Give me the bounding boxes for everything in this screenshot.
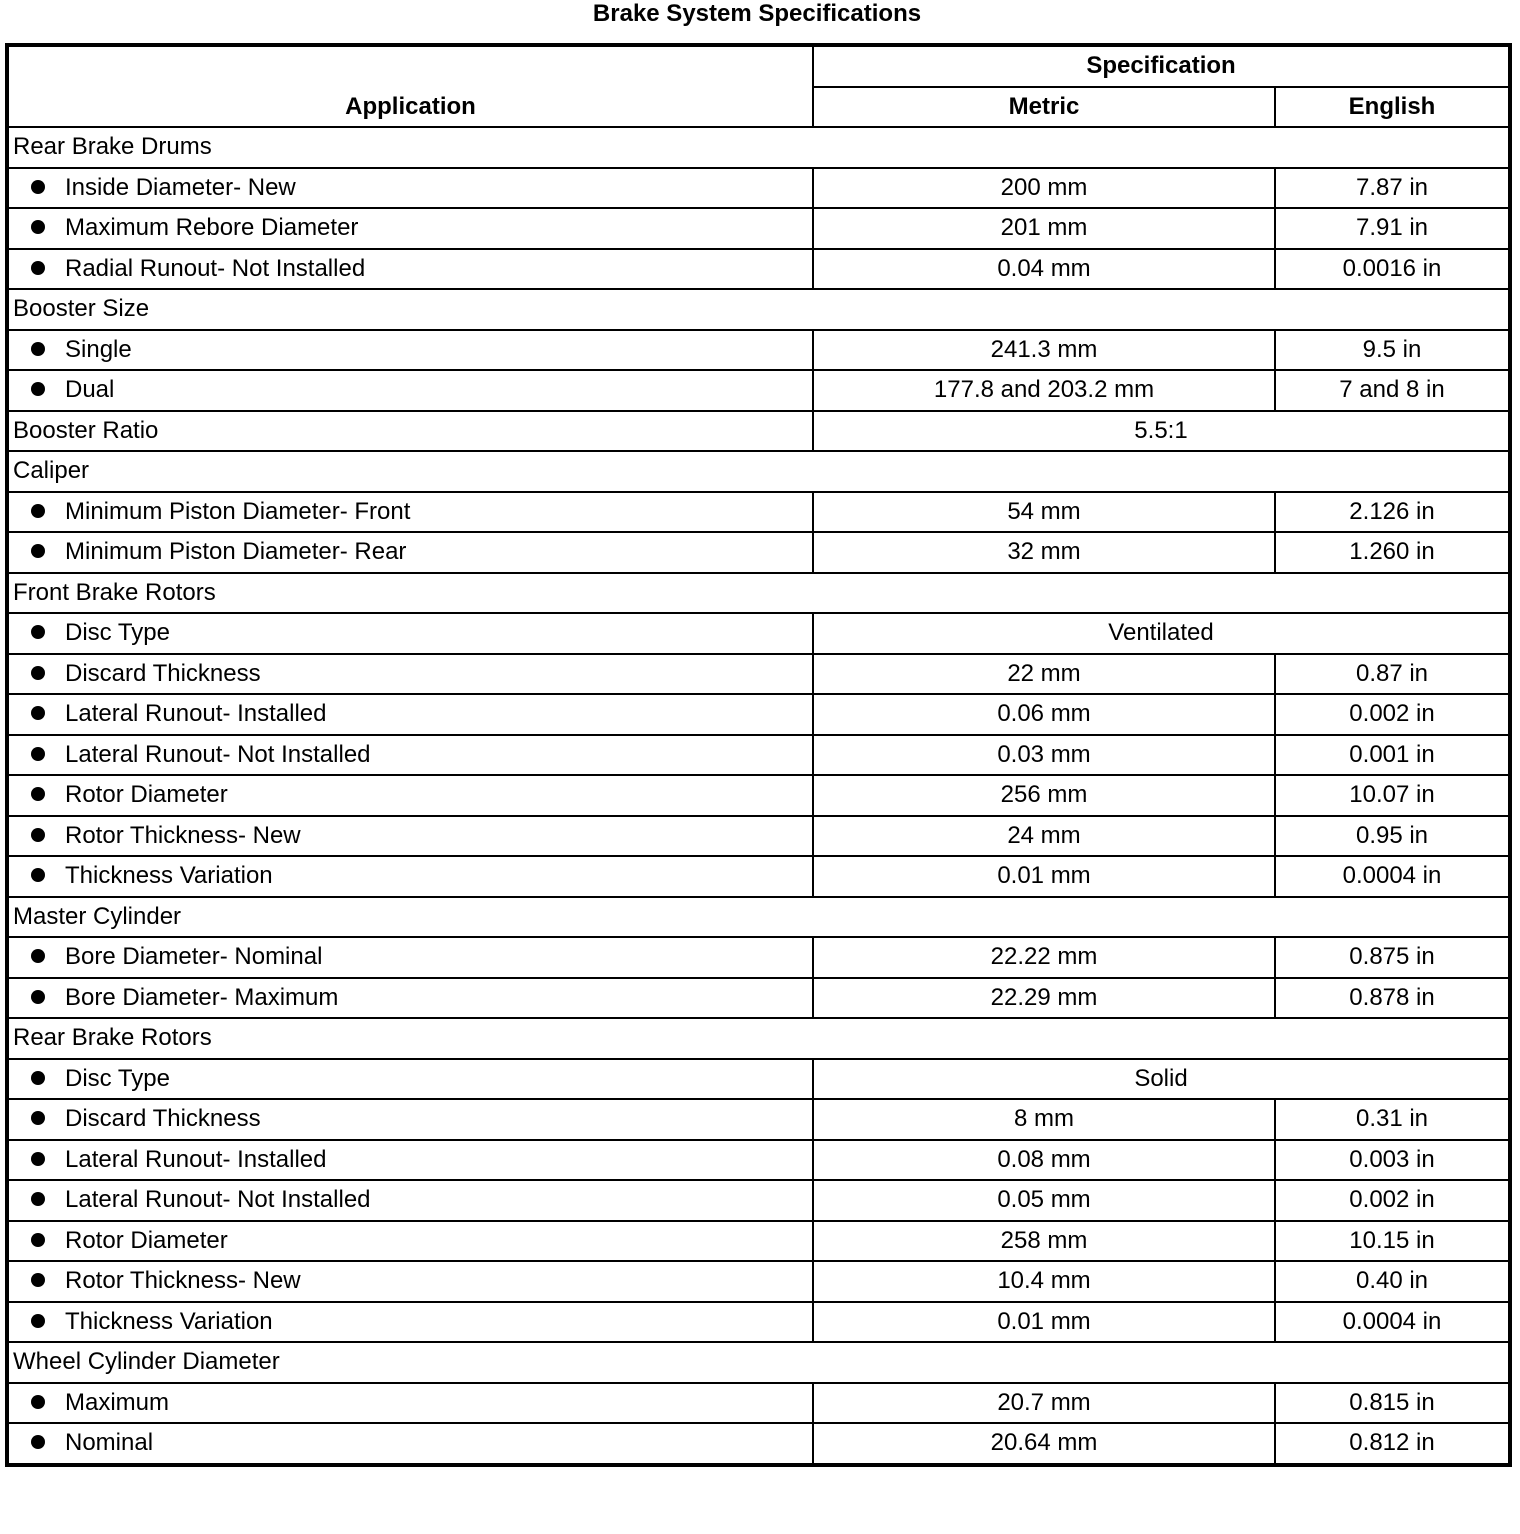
item-english: 0.875 in (1275, 937, 1510, 978)
table-row (7, 1383, 1510, 1424)
table-row (7, 249, 1510, 290)
item-cell (7, 208, 813, 249)
item-cell (7, 1059, 813, 1100)
table-body (7, 127, 1510, 1465)
item-label: Rotor Thickness- New (65, 821, 301, 849)
bullet-icon (31, 706, 45, 720)
table-row (7, 735, 1510, 776)
item-metric: 54 mm (813, 492, 1275, 533)
item-english: 7.87 in (1275, 168, 1510, 209)
bullet-icon (31, 787, 45, 801)
item-metric: 0.01 mm (813, 1302, 1275, 1343)
bullet-icon (31, 1192, 45, 1206)
bullet-icon (31, 1314, 45, 1328)
table-row (7, 1423, 1510, 1465)
item-cell (7, 856, 813, 897)
item-english: 7 and 8 in (1275, 370, 1510, 411)
item-metric: 0.03 mm (813, 735, 1275, 776)
item-label: Rotor Diameter (65, 781, 228, 809)
section-row (7, 451, 1510, 492)
table-row (7, 816, 1510, 857)
item-label: Thickness Variation (65, 1307, 273, 1335)
item-label: Lateral Runout- Not Installed (65, 1186, 371, 1214)
table-row (7, 1140, 1510, 1181)
table-row (7, 1302, 1510, 1343)
item-metric: 0.01 mm (813, 856, 1275, 897)
item-cell (7, 937, 813, 978)
item-label: Bore Diameter- Nominal (65, 943, 323, 971)
section-label: Master Cylinder (7, 897, 1510, 938)
item-english: 0.87 in (1275, 654, 1510, 695)
table-row (7, 694, 1510, 735)
item-label: Inside Diameter- New (65, 173, 296, 201)
item-metric: 22 mm (813, 654, 1275, 695)
item-label: Maximum (65, 1388, 170, 1416)
item-cell (7, 978, 813, 1019)
page-title: Brake System Specifications (592, 0, 922, 27)
item-label: Single (65, 335, 132, 363)
item-english: 0.001 in (1275, 735, 1510, 776)
item-cell (7, 694, 813, 735)
section-row (7, 411, 1510, 452)
bullet-icon (31, 625, 45, 639)
item-metric: 8 mm (813, 1099, 1275, 1140)
bullet-icon (31, 1233, 45, 1247)
item-english: 10.07 in (1275, 775, 1510, 816)
item-english: 0.003 in (1275, 1140, 1510, 1181)
table-row (7, 1059, 1510, 1100)
section-row (7, 1018, 1510, 1059)
item-label: Bore Diameter- Maximum (65, 983, 339, 1011)
table-row (7, 1261, 1510, 1302)
item-cell (7, 816, 813, 857)
table-row (7, 654, 1510, 695)
item-label: Rotor Thickness- New (65, 1267, 301, 1295)
item-english: 0.002 in (1275, 694, 1510, 735)
item-metric: 177.8 and 203.2 mm (813, 370, 1275, 411)
item-metric: 258 mm (813, 1221, 1275, 1262)
bullet-icon (31, 868, 45, 882)
item-metric: 0.06 mm (813, 694, 1275, 735)
section-label: Wheel Cylinder Diameter (7, 1342, 1510, 1383)
table-row (7, 775, 1510, 816)
bullet-icon (31, 504, 45, 518)
table-row (7, 168, 1510, 209)
bullet-icon (31, 1152, 45, 1166)
item-value: Ventilated (813, 613, 1510, 654)
item-cell (7, 775, 813, 816)
bullet-icon (31, 261, 45, 275)
item-cell (7, 613, 813, 654)
item-metric: 0.04 mm (813, 249, 1275, 290)
item-cell (7, 1140, 813, 1181)
table-row (7, 330, 1510, 371)
section-row (7, 127, 1510, 168)
item-english: 0.815 in (1275, 1383, 1510, 1424)
item-label: Minimum Piston Diameter- Rear (65, 538, 407, 566)
section-row (7, 289, 1510, 330)
bullet-icon (31, 382, 45, 396)
item-english: 0.812 in (1275, 1423, 1510, 1465)
table-row (7, 613, 1510, 654)
item-metric: 20.7 mm (813, 1383, 1275, 1424)
item-english: 9.5 in (1275, 330, 1510, 371)
item-english: 0.0004 in (1275, 1302, 1510, 1343)
item-english: 2.126 in (1275, 492, 1510, 533)
section-row (7, 1342, 1510, 1383)
item-english: 0.40 in (1275, 1261, 1510, 1302)
header-english: English (1275, 87, 1510, 128)
table-row (7, 978, 1510, 1019)
section-row (7, 897, 1510, 938)
item-label: Lateral Runout- Installed (65, 700, 327, 728)
item-english: 0.0004 in (1275, 856, 1510, 897)
item-cell (7, 1423, 813, 1465)
item-label: Discard Thickness (65, 659, 261, 687)
bullet-icon (31, 949, 45, 963)
bullet-icon (31, 1273, 45, 1287)
item-english: 1.260 in (1275, 532, 1510, 573)
header-specification: Specification (813, 45, 1510, 87)
item-english: 0.31 in (1275, 1099, 1510, 1140)
bullet-icon (31, 666, 45, 680)
item-label: Disc Type (65, 1064, 170, 1092)
item-cell (7, 1302, 813, 1343)
item-cell (7, 330, 813, 371)
item-metric: 20.64 mm (813, 1423, 1275, 1465)
item-label: Maximum Rebore Diameter (65, 214, 359, 242)
item-english: 0.002 in (1275, 1180, 1510, 1221)
item-metric: 0.08 mm (813, 1140, 1275, 1181)
item-cell (7, 654, 813, 695)
header-metric: Metric (813, 87, 1275, 128)
section-label: Rear Brake Drums (7, 127, 1510, 168)
section-label: Booster Ratio (7, 411, 813, 452)
table-row (7, 532, 1510, 573)
bullet-icon (31, 828, 45, 842)
item-english: 0.95 in (1275, 816, 1510, 857)
item-english: 0.878 in (1275, 978, 1510, 1019)
table-row (7, 1180, 1510, 1221)
header-application: Application (7, 45, 813, 127)
bullet-icon (31, 180, 45, 194)
table-row (7, 208, 1510, 249)
table-row (7, 856, 1510, 897)
item-label: Radial Runout- Not Installed (65, 254, 366, 282)
table-row (7, 370, 1510, 411)
item-metric: 200 mm (813, 168, 1275, 209)
item-english: 0.0016 in (1275, 249, 1510, 290)
spec-table (5, 43, 1512, 1467)
item-metric: 32 mm (813, 532, 1275, 573)
bullet-icon (31, 1395, 45, 1409)
item-label: Disc Type (65, 619, 170, 647)
bullet-icon (31, 990, 45, 1004)
bullet-icon (31, 747, 45, 761)
section-value: 5.5:1 (813, 411, 1510, 452)
item-cell (7, 1180, 813, 1221)
item-metric: 0.05 mm (813, 1180, 1275, 1221)
bullet-icon (31, 544, 45, 558)
item-cell (7, 249, 813, 290)
item-metric: 22.22 mm (813, 937, 1275, 978)
item-label: Rotor Diameter (65, 1226, 228, 1254)
item-metric: 201 mm (813, 208, 1275, 249)
item-metric: 24 mm (813, 816, 1275, 857)
table-row (7, 1099, 1510, 1140)
bullet-icon (31, 220, 45, 234)
section-label: Front Brake Rotors (7, 573, 1510, 614)
item-cell (7, 1221, 813, 1262)
item-label: Minimum Piston Diameter- Front (65, 497, 411, 525)
item-label: Dual (65, 376, 115, 404)
bullet-icon (31, 1435, 45, 1449)
table-row (7, 1221, 1510, 1262)
item-label: Thickness Variation (65, 862, 273, 890)
item-cell (7, 1261, 813, 1302)
table-row (7, 937, 1510, 978)
bullet-icon (31, 1071, 45, 1085)
item-cell (7, 1383, 813, 1424)
item-cell (7, 532, 813, 573)
section-label: Caliper (7, 451, 1510, 492)
item-english: 7.91 in (1275, 208, 1510, 249)
item-metric: 241.3 mm (813, 330, 1275, 371)
section-row (7, 573, 1510, 614)
item-value: Solid (813, 1059, 1510, 1100)
section-label: Booster Size (7, 289, 1510, 330)
item-label: Lateral Runout- Not Installed (65, 740, 371, 768)
item-metric: 10.4 mm (813, 1261, 1275, 1302)
item-cell (7, 168, 813, 209)
item-label: Discard Thickness (65, 1105, 261, 1133)
item-english: 10.15 in (1275, 1221, 1510, 1262)
bullet-icon (31, 1111, 45, 1125)
item-cell (7, 492, 813, 533)
item-metric: 22.29 mm (813, 978, 1275, 1019)
item-label: Lateral Runout- Installed (65, 1145, 327, 1173)
item-cell (7, 1099, 813, 1140)
bullet-icon (31, 342, 45, 356)
item-cell (7, 370, 813, 411)
item-label: Nominal (65, 1429, 154, 1457)
item-metric: 256 mm (813, 775, 1275, 816)
section-label: Rear Brake Rotors (7, 1018, 1510, 1059)
table-header (7, 45, 1510, 127)
item-cell (7, 735, 813, 776)
table-row (7, 492, 1510, 533)
